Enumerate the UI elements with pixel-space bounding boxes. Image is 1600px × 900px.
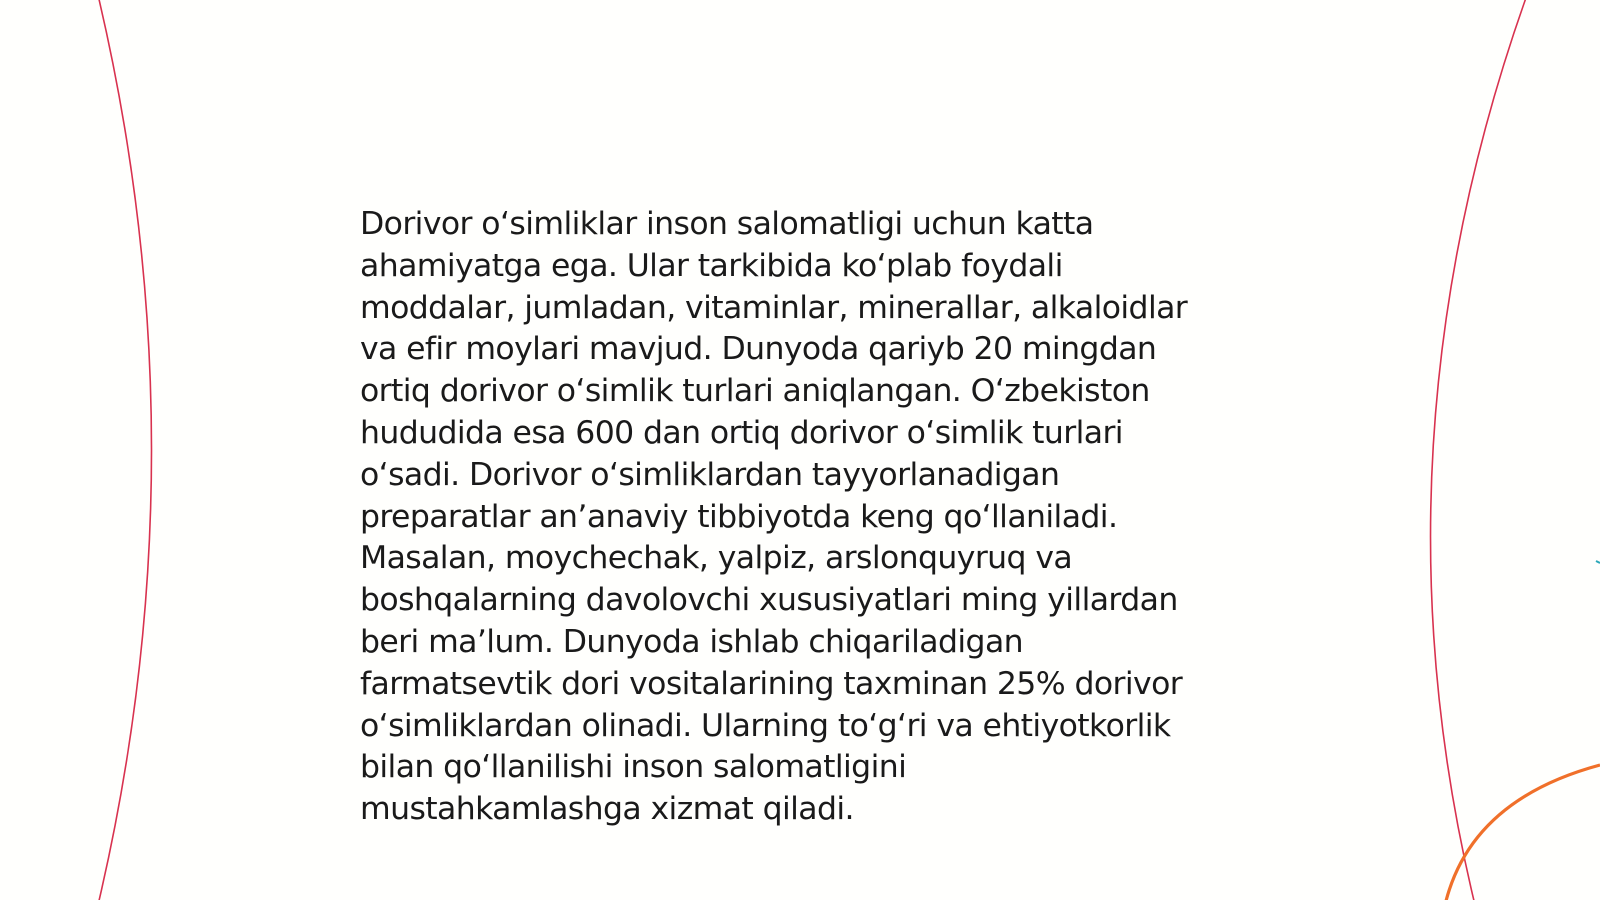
teal-accent-decoration: [1596, 561, 1600, 563]
paragraph-line: oʻsimliklardan olinadi. Ularning toʻgʻri va ehtiyotkorlik: [360, 707, 1171, 744]
paragraph-line: preparatlar an’anaviy tibbiyotda keng qoʻllaniladi.: [360, 498, 1118, 535]
paragraph-line: ahamiyatga ega. Ular tarkibida koʻplab foydali: [360, 247, 1063, 284]
orange-arc-decoration: [1445, 765, 1600, 900]
paragraph-line: hududida esa 600 dan ortiq dorivor oʻsimlik turlari: [360, 414, 1123, 451]
left-curve-decoration: [98, 0, 152, 900]
paragraph-line: farmatsevtik dori vositalarining taxminan 25% dorivor: [360, 665, 1183, 702]
paragraph-line: Dorivor oʻsimliklar inson salomatligi uchun katta: [360, 206, 1094, 242]
paragraph-line: boshqalarning davolovchi xususiyatlari ming yillardan: [360, 582, 1178, 619]
paragraph-line: beri ma’lum. Dunyoda ishlab chiqariladigan: [360, 623, 1024, 660]
paragraph-line: mustahkamlashga xizmat qiladi.: [360, 791, 854, 828]
right-curve-decoration: [1431, 0, 1527, 900]
paragraph-line: bilan qoʻllanilishi inson salomatligini: [360, 749, 907, 786]
paragraph-line: va efir moylari mavjud. Dunyoda qariyb 20 mingdan: [360, 331, 1157, 368]
paragraph-line: oʻsadi. Dorivor oʻsimliklardan tayyorlanadigan: [360, 456, 1060, 493]
paragraph-line: moddalar, jumladan, vitaminlar, minerallar, alkaloidlar: [360, 289, 1188, 326]
paragraph-line: ortiq dorivor oʻsimlik turlari aniqlangan. Oʻzbekiston: [360, 373, 1150, 410]
body-paragraph: [360, 204, 1240, 831]
paragraph-line: Masalan, moychechak, yalpiz, arslonquyruq va: [360, 540, 1073, 577]
